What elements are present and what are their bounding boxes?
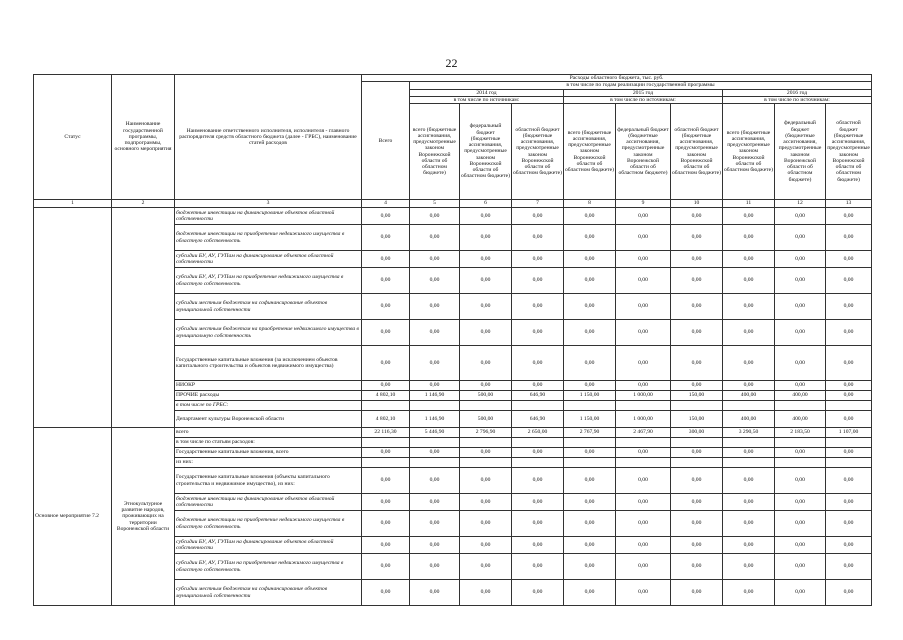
cell-value	[512, 401, 564, 411]
cell-value: 150,00	[671, 391, 723, 401]
cell-value	[362, 438, 410, 448]
cell-value: 4 802,10	[362, 411, 410, 428]
cell-value: 0,00	[671, 251, 723, 268]
cell-value: 0,00	[671, 208, 723, 225]
cell-value: 0,00	[826, 320, 872, 346]
cell-value: 0,00	[826, 294, 872, 320]
cell-value: 0,00	[564, 554, 616, 580]
cell-value: 0,00	[671, 580, 723, 606]
cell-value: 0,00	[671, 268, 723, 294]
cell-value: 0,00	[410, 468, 460, 494]
header-total-budget: всего (бюджетные ассигнования, предусмотренные законом Воронежской области об областном бюджете)	[410, 104, 460, 200]
budget-table	[33, 74, 872, 606]
header-total-budget: всего (бюджетные ассигнования, предусмотренные законом Воронежской области об областном бюджете)	[723, 104, 775, 200]
cell-value: 0,00	[512, 580, 564, 606]
program-name-cell-empty	[112, 208, 175, 428]
column-number-row	[34, 200, 872, 208]
cell-value: 0,00	[826, 391, 872, 401]
cell-value: 0,00	[410, 580, 460, 606]
cell-value: 400,00	[775, 411, 826, 428]
cell-value: 0,00	[460, 320, 512, 346]
header-federal: федеральный бюджет (бюджетные ассигнования, предусмотренные законом Воронежской области об областном бюджете)	[775, 104, 826, 200]
table-row	[34, 208, 872, 225]
cell-value: 0,00	[564, 251, 616, 268]
cell-value: 0,00	[564, 346, 616, 381]
cell-value	[826, 438, 872, 448]
cell-value: 0,00	[512, 537, 564, 554]
cell-value: 0,00	[410, 448, 460, 458]
cell-value	[460, 438, 512, 448]
cell-value: 0,00	[826, 468, 872, 494]
cell-value: 0,00	[460, 294, 512, 320]
cell-value: 0,00	[564, 494, 616, 511]
cell-value: 2 467,90	[616, 428, 671, 438]
cell-value: 0,00	[460, 537, 512, 554]
header-federal: федеральный бюджет (бюджетные ассигнования, предусмотренные законом Воронежской области об областном бюджете)	[460, 104, 512, 200]
row-label: Департамент культуры Воронежской области	[175, 411, 362, 428]
cell-value: 0,00	[460, 448, 512, 458]
cell-value: 646,90	[512, 391, 564, 401]
header-responsible: Наименование ответственного исполнителя, исполнителя - главного распорядителя средств областного бюджета (далее - ГРБС), наименование статей расходов	[175, 75, 362, 200]
cell-value: 0,00	[671, 294, 723, 320]
cell-value: 0,00	[671, 448, 723, 458]
cell-value	[826, 401, 872, 411]
cell-value: 2 767,90	[564, 428, 616, 438]
cell-value: 0,00	[775, 268, 826, 294]
header-program-name: Наименование государственной программы, подпрограммы, основного мероприятия	[112, 75, 175, 200]
cell-value: 0,00	[723, 580, 775, 606]
cell-value: 0,00	[723, 494, 775, 511]
row-label: бюджетные инвестиции на финансирование объектов областной собственности	[175, 494, 362, 511]
cell-value: 0,00	[826, 268, 872, 294]
cell-value: 0,00	[564, 268, 616, 294]
cell-value: 500,00	[460, 411, 512, 428]
cell-value	[512, 458, 564, 468]
cell-value	[723, 458, 775, 468]
cell-value: 0,00	[723, 251, 775, 268]
cell-value: 0,00	[564, 225, 616, 251]
cell-value: 0,00	[460, 208, 512, 225]
cell-value: 2 650,00	[512, 428, 564, 438]
cell-value	[512, 438, 564, 448]
cell-value: 0,00	[671, 320, 723, 346]
cell-value: 0,00	[564, 294, 616, 320]
cell-value	[616, 458, 671, 468]
cell-value	[775, 401, 826, 411]
cell-value: 0,00	[362, 251, 410, 268]
cell-value: 400,00	[775, 391, 826, 401]
cell-value: 0,00	[671, 468, 723, 494]
cell-value: 0,00	[826, 537, 872, 554]
cell-value: 0,00	[826, 411, 872, 428]
cell-value	[460, 401, 512, 411]
column-number: 13	[826, 200, 872, 208]
row-label: всего	[175, 428, 362, 438]
column-number: 6	[460, 200, 512, 208]
cell-value: 0,00	[362, 511, 410, 537]
cell-value: 0,00	[723, 381, 775, 391]
header-year-2016: 2016 год	[723, 89, 872, 96]
cell-value: 400,00	[723, 391, 775, 401]
cell-value: 0,00	[362, 208, 410, 225]
cell-value: 500,00	[460, 391, 512, 401]
header-sources-2014: в том числе по источникам:	[410, 96, 564, 103]
cell-value	[671, 458, 723, 468]
row-label: в том числе по ГРБС:	[175, 401, 362, 411]
column-number: 12	[775, 200, 826, 208]
cell-value: 0,00	[723, 511, 775, 537]
cell-value: 0,00	[410, 381, 460, 391]
cell-value	[826, 458, 872, 468]
row-label: субсидии местным бюджетам на приобретение недвижимого имущества в муниципальную собственность	[175, 320, 362, 346]
cell-value: 0,00	[775, 494, 826, 511]
row-label: бюджетные инвестиции на приобретение недвижимого имущества в областную собственность	[175, 225, 362, 251]
row-label: субсидии БУ, АУ, ГУПам на финансирование объектов областной собственности	[175, 251, 362, 268]
cell-value: 0,00	[775, 294, 826, 320]
cell-value: 0,00	[564, 468, 616, 494]
cell-value	[410, 438, 460, 448]
status-cell-empty	[34, 208, 112, 428]
cell-value: 0,00	[826, 580, 872, 606]
cell-value: 0,00	[362, 320, 410, 346]
cell-value: 0,00	[616, 320, 671, 346]
row-label: в том числе по статьям расходов:	[175, 438, 362, 448]
cell-value: 0,00	[410, 208, 460, 225]
header-status: Статус	[34, 75, 112, 200]
cell-value: 0,00	[410, 537, 460, 554]
cell-value: 0,00	[616, 251, 671, 268]
cell-value: 0,00	[723, 294, 775, 320]
cell-value: 0,00	[826, 511, 872, 537]
cell-value: 0,00	[460, 251, 512, 268]
cell-value: 0,00	[512, 346, 564, 381]
cell-value: 0,00	[671, 494, 723, 511]
cell-value: 0,00	[410, 268, 460, 294]
cell-value: 0,00	[362, 381, 410, 391]
cell-value: 0,00	[460, 225, 512, 251]
cell-value: 0,00	[826, 251, 872, 268]
column-number: 10	[671, 200, 723, 208]
cell-value: 300,00	[671, 428, 723, 438]
cell-value: 4 802,10	[362, 391, 410, 401]
cell-value: 0,00	[826, 494, 872, 511]
cell-value: 0,00	[671, 225, 723, 251]
cell-value: 0,00	[826, 554, 872, 580]
cell-value: 0,00	[723, 225, 775, 251]
cell-value: 0,00	[512, 320, 564, 346]
cell-value: 0,00	[616, 346, 671, 381]
cell-value: 0,00	[410, 346, 460, 381]
cell-value	[616, 438, 671, 448]
cell-value: 0,00	[723, 320, 775, 346]
cell-value: 0,00	[460, 468, 512, 494]
cell-value	[564, 438, 616, 448]
header-sources-2015: в том числе по источникам:	[564, 96, 723, 103]
cell-value: 0,00	[616, 294, 671, 320]
header-federal: федеральный бюджет (бюджетные ассигнования, предусмотренные законом Воронежской области об областном бюджете)	[616, 104, 671, 200]
row-label: из них:	[175, 458, 362, 468]
cell-value: 0,00	[410, 494, 460, 511]
cell-value: 0,00	[362, 494, 410, 511]
cell-value: 0,00	[460, 511, 512, 537]
header-year-2014: 2014 год	[410, 89, 564, 96]
cell-value: 0,00	[775, 468, 826, 494]
cell-value: 0,00	[616, 494, 671, 511]
header-by-years: в том числе по годам реализации государственной программы	[410, 82, 872, 89]
cell-value: 0,00	[723, 554, 775, 580]
cell-value: 0,00	[512, 554, 564, 580]
cell-value: 5 446,90	[410, 428, 460, 438]
cell-value: 0,00	[826, 346, 872, 381]
cell-value: 0,00	[362, 294, 410, 320]
cell-value	[564, 401, 616, 411]
cell-value: 0,00	[362, 537, 410, 554]
cell-value: 0,00	[362, 468, 410, 494]
cell-value: 646,90	[512, 411, 564, 428]
cell-value: 0,00	[775, 537, 826, 554]
table-row	[34, 428, 872, 438]
header-regional: областной бюджет (бюджетные ассигнования, предусмотренные законом Воронежской области об областном бюджете)	[826, 104, 872, 200]
header-sources-2016: в том числе по источникам:	[723, 96, 872, 103]
cell-value: 0,00	[410, 554, 460, 580]
cell-value	[723, 438, 775, 448]
cell-value: 0,00	[564, 537, 616, 554]
cell-value: 0,00	[362, 580, 410, 606]
cell-value: 0,00	[460, 554, 512, 580]
cell-value: 0,00	[775, 320, 826, 346]
column-number: 7	[512, 200, 564, 208]
cell-value: 0,00	[671, 554, 723, 580]
cell-value: 0,00	[512, 268, 564, 294]
cell-value: 0,00	[512, 381, 564, 391]
cell-value: 0,00	[723, 537, 775, 554]
cell-value	[723, 401, 775, 411]
row-label: НИОКР	[175, 381, 362, 391]
cell-value: 1 000,00	[616, 411, 671, 428]
cell-value: 1 146,90	[410, 391, 460, 401]
cell-value: 0,00	[616, 208, 671, 225]
cell-value: 0,00	[775, 251, 826, 268]
cell-value: 0,00	[723, 268, 775, 294]
cell-value: 0,00	[564, 448, 616, 458]
cell-value: 22 116,30	[362, 428, 410, 438]
header-year-2015: 2015 год	[564, 89, 723, 96]
cell-value: 0,00	[616, 268, 671, 294]
cell-value: 0,00	[564, 580, 616, 606]
cell-value: 0,00	[775, 225, 826, 251]
row-label: субсидии БУ, АУ, ГУПам на финансирование объектов областной собственности	[175, 537, 362, 554]
cell-value: 0,00	[775, 346, 826, 381]
cell-value: 0,00	[460, 381, 512, 391]
cell-value: 0,00	[826, 208, 872, 225]
cell-value: 0,00	[775, 511, 826, 537]
cell-value	[410, 458, 460, 468]
cell-value: 0,00	[512, 468, 564, 494]
cell-value: 0,00	[512, 294, 564, 320]
cell-value: 0,00	[775, 208, 826, 225]
column-number: 9	[616, 200, 671, 208]
cell-value: 0,00	[362, 346, 410, 381]
column-number: 4	[362, 200, 410, 208]
cell-value	[671, 438, 723, 448]
cell-value: 0,00	[460, 346, 512, 381]
cell-value: 0,00	[564, 208, 616, 225]
cell-value: 0,00	[616, 554, 671, 580]
row-label: Государственные капитальные вложения, всего	[175, 448, 362, 458]
cell-value: 2 796,90	[460, 428, 512, 438]
row-label: субсидии местным бюджетам на софинансирование объектов муниципальной собственности	[175, 580, 362, 606]
cell-value: 0,00	[616, 468, 671, 494]
cell-value: 0,00	[410, 320, 460, 346]
cell-value: 0,00	[362, 554, 410, 580]
cell-value: 0,00	[512, 511, 564, 537]
cell-value: 2 183,50	[775, 428, 826, 438]
cell-value	[775, 458, 826, 468]
header-total-budget: всего (бюджетные ассигнования, предусмотренные законом Воронежской области об областном бюджете)	[564, 104, 616, 200]
row-label: субсидии БУ, АУ, ГУПам на приобретение недвижимого имущества в областную собственность	[175, 268, 362, 294]
row-label: субсидии БУ, АУ, ГУПам на приобретение недвижимого имущества в областную собственность	[175, 554, 362, 580]
cell-value: 0,00	[410, 294, 460, 320]
column-number: 11	[723, 200, 775, 208]
cell-value: 0,00	[512, 208, 564, 225]
cell-value: 0,00	[616, 381, 671, 391]
cell-value: 0,00	[564, 320, 616, 346]
cell-value: 0,00	[512, 448, 564, 458]
cell-value	[775, 438, 826, 448]
cell-value	[564, 458, 616, 468]
column-number: 5	[410, 200, 460, 208]
cell-value: 0,00	[775, 554, 826, 580]
cell-value: 0,00	[723, 448, 775, 458]
cell-value	[410, 401, 460, 411]
page-number: 22	[445, 56, 458, 70]
cell-value: 400,00	[723, 411, 775, 428]
header-total: Всего	[362, 82, 410, 200]
cell-value: 0,00	[775, 580, 826, 606]
row-label: ПРОЧИЕ расходы	[175, 391, 362, 401]
cell-value: 0,00	[616, 511, 671, 537]
column-number: 1	[34, 200, 112, 208]
row-label: Государственные капитальные вложения (объекты капитального строительства и недвижимое имущество), из них:	[175, 468, 362, 494]
row-label: Государственные капитальные вложения (за исключением объектов капитального строительства и объектов недвижимого имущества)	[175, 346, 362, 381]
cell-value: 0,00	[775, 448, 826, 458]
cell-value: 0,00	[512, 225, 564, 251]
cell-value: 0,00	[671, 511, 723, 537]
cell-value: 0,00	[671, 381, 723, 391]
cell-value: 1 146,90	[410, 411, 460, 428]
column-number: 8	[564, 200, 616, 208]
cell-value: 0,00	[410, 511, 460, 537]
cell-value: 0,00	[723, 468, 775, 494]
cell-value: 1 000,00	[616, 391, 671, 401]
cell-value: 0,00	[775, 381, 826, 391]
cell-value	[460, 458, 512, 468]
cell-value: 0,00	[512, 251, 564, 268]
cell-value: 0,00	[826, 448, 872, 458]
event-status: Основное мероприятие 7.2	[34, 428, 112, 606]
cell-value: 1 150,00	[564, 411, 616, 428]
column-number: 3	[175, 200, 362, 208]
header-expenses-title: Расходы областного бюджета, тыс. руб.	[362, 75, 872, 82]
cell-value	[671, 401, 723, 411]
cell-value: 0,00	[512, 494, 564, 511]
cell-value: 0,00	[723, 346, 775, 381]
cell-value: 0,00	[826, 381, 872, 391]
cell-value: 0,00	[826, 225, 872, 251]
cell-value	[616, 401, 671, 411]
cell-value: 0,00	[460, 268, 512, 294]
cell-value: 0,00	[362, 268, 410, 294]
row-label: бюджетные инвестиции на приобретение недвижимого имущества в областную собственность	[175, 511, 362, 537]
cell-value: 0,00	[410, 251, 460, 268]
cell-value: 1 107,00	[826, 428, 872, 438]
row-label: бюджетные инвестиции на финансирование объектов областной собственности	[175, 208, 362, 225]
cell-value	[362, 401, 410, 411]
cell-value: 0,00	[671, 537, 723, 554]
cell-value: 0,00	[362, 225, 410, 251]
cell-value: 0,00	[616, 225, 671, 251]
cell-value: 1 150,00	[564, 391, 616, 401]
cell-value: 0,00	[460, 580, 512, 606]
row-label: субсидии местным бюджетам на софинансирование объектов муниципальной собственности	[175, 294, 362, 320]
cell-value	[362, 458, 410, 468]
cell-value: 0,00	[723, 208, 775, 225]
cell-value: 0,00	[460, 494, 512, 511]
cell-value: 0,00	[564, 381, 616, 391]
cell-value: 0,00	[671, 346, 723, 381]
header-regional: областной бюджет (бюджетные ассигнования, предусмотренные законом Воронежской области об областном бюджете)	[671, 104, 723, 200]
cell-value: 0,00	[616, 580, 671, 606]
cell-value: 0,00	[616, 448, 671, 458]
cell-value: 0,00	[564, 511, 616, 537]
cell-value: 0,00	[616, 537, 671, 554]
event-name: Этнокультурное развитие народов, проживающих на территории Воронежской области	[112, 428, 175, 606]
cell-value: 0,00	[410, 225, 460, 251]
column-number: 2	[112, 200, 175, 208]
cell-value: 150,00	[671, 411, 723, 428]
header-regional: областной бюджет (бюджетные ассигнования, предусмотренные законом Воронежской области об областном бюджете)	[512, 104, 564, 200]
cell-value: 0,00	[362, 448, 410, 458]
cell-value: 3 290,50	[723, 428, 775, 438]
